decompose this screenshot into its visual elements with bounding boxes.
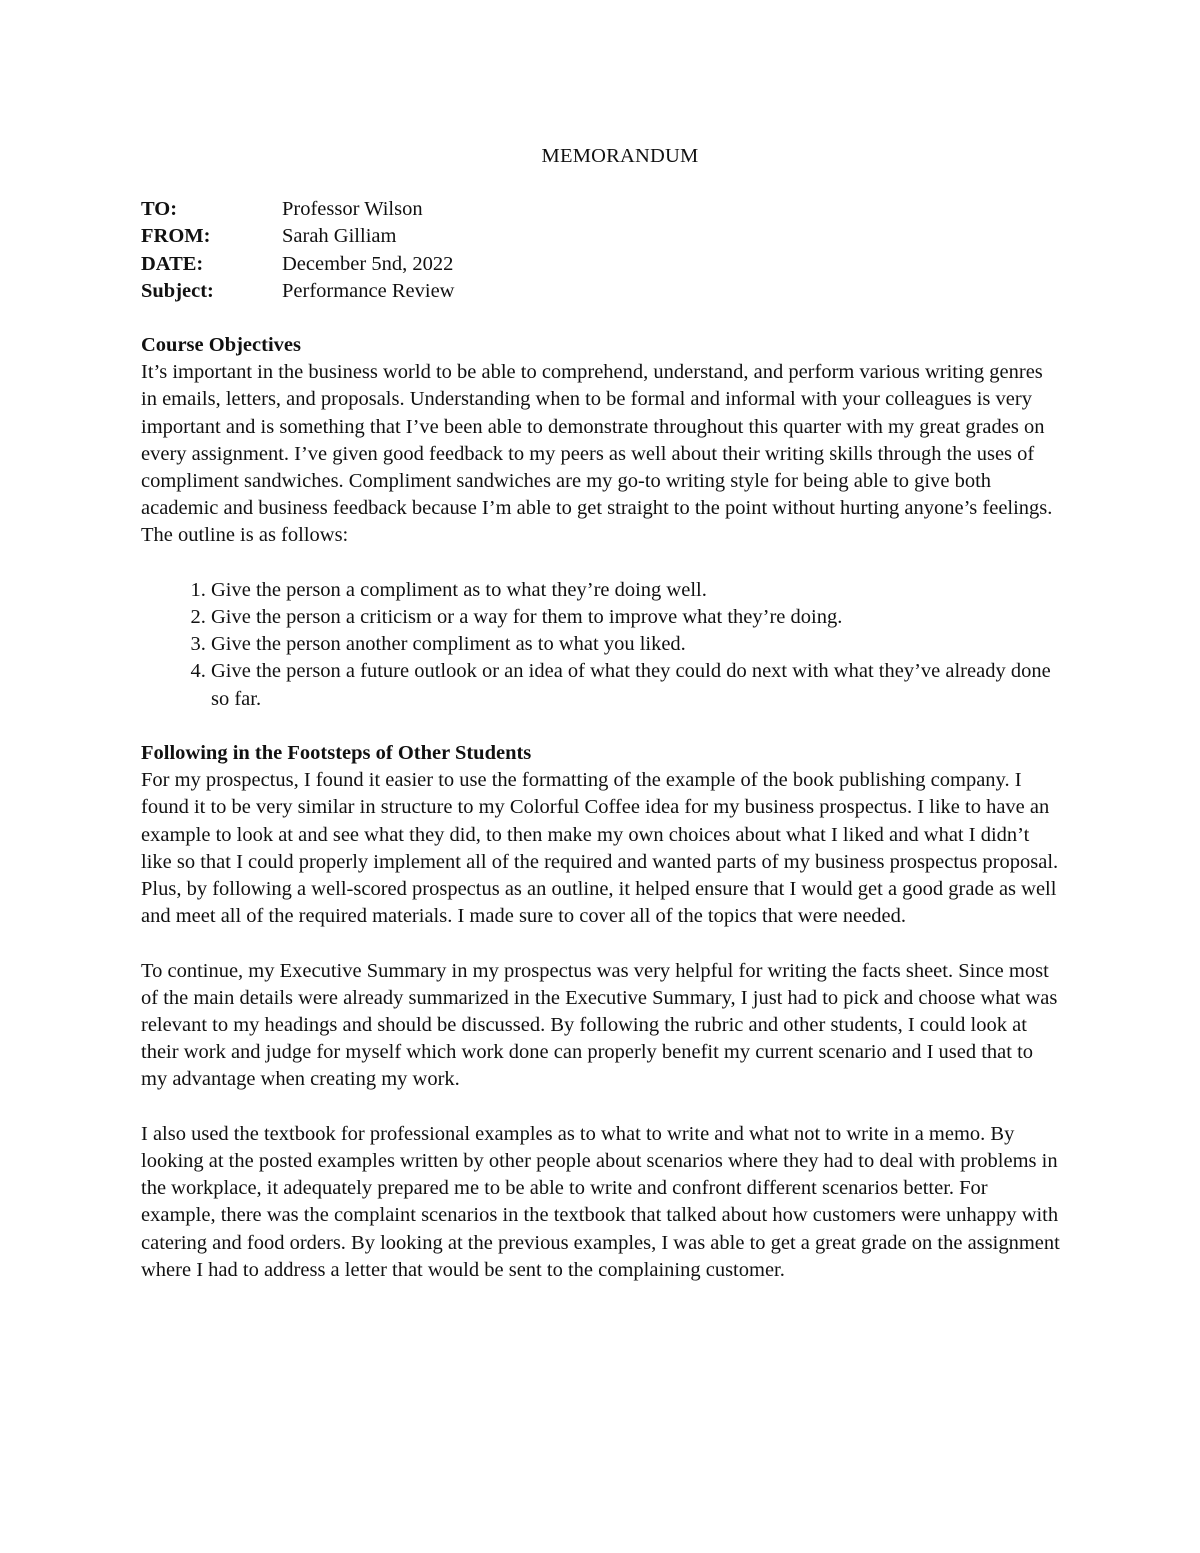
memo-header-row-subject	[141, 278, 454, 305]
memo-header-row-to	[141, 196, 454, 223]
date-value: December 5nd, 2022	[282, 252, 454, 275]
list-item: 1. Give the person a compliment as to what they’re doing well.	[211, 577, 1061, 604]
outline-list	[141, 577, 1061, 713]
section-heading: Following in the Footsteps of Other Students	[141, 742, 532, 765]
paragraph: To continue, my Executive Summary in my prospectus was very helpful for writing the facts sheet. Since most of the main details were already summarized in the Executive Summary, I just had to pick and choose what was relevant to my headings and should be discussed. By following the rubric and other students, I could look at their work and judge for myself which work done can properly benefit my current scenario and I used that to my advantage when creating my work.	[141, 959, 1058, 1091]
date-label: DATE:	[141, 252, 204, 275]
memo-header-row-from	[141, 223, 454, 250]
subject-label: Subject:	[141, 279, 214, 302]
to-value: Professor Wilson	[282, 198, 423, 221]
section-course-objectives	[141, 332, 1061, 713]
from-value: Sarah Gilliam	[282, 225, 397, 248]
list-item: 4. Give the person a future outlook or an idea of what they could do next with what they’ve already done so far.	[211, 658, 1061, 712]
list-item: 3. Give the person another compliment as to what you liked.	[211, 631, 1061, 658]
list-item: 2. Give the person a criticism or a way for them to improve what they’re doing.	[211, 604, 1061, 631]
section-heading: Course Objectives	[141, 334, 301, 357]
paragraph: It’s important in the business world to be able to comprehend, understand, and perform various writing genres in emails, letters, and proposals. Understanding when to be formal and informal with your colleagues is very important and is something that I’ve been able to demonstrate throughout this quarter with my great grades on every assignment. I’ve given good feedback to my peers as well about their writing skills through the uses of compliment sandwiches. Compliment sandwiches are my go-to writing style for being able to give both academic and business feedback because I’m able to get straight to the point without hurting anyone’s feelings. The outline is as follows:	[141, 361, 1053, 547]
paragraph: I also used the textbook for professional examples as to what to write and what not to write in a memo. By looking at the posted examples written by other people about scenarios where they had to deal with problems in the workplace, it adequately prepared me to be able to write and confront different scenarios better. For example, there was the complaint scenarios in the textbook that talked about how customers were unhappy with catering and food orders. By looking at the previous examples, I was able to get a great grade on the assignment where I had to address a letter that would be sent to the complaining customer.	[141, 1122, 1060, 1281]
memo-header	[141, 196, 454, 305]
memo-title: MEMORANDUM	[541, 145, 699, 167]
subject-value: Performance Review	[282, 279, 455, 302]
memo-page	[141, 143, 1061, 1284]
paragraph: For my prospectus, I found it easier to use the formatting of the example of the book publishing company. I found it to be very similar in structure to my Colorful Coffee idea for my business prospectus. I like to have an example to look at and see what they did, to then make my own choices about what I liked and what I didn’t like so that I could properly implement all of the required and wanted parts of my business prospectus proposal. Plus, by following a well-scored prospectus as an outline, it helped ensure that I would get a good grade as well and meet all of the required materials. I made sure to cover all of the topics that were needed.	[141, 769, 1059, 928]
section-footsteps	[141, 740, 1061, 1284]
to-label: TO:	[141, 198, 178, 221]
from-label: FROM:	[141, 225, 211, 248]
memo-header-row-date	[141, 251, 454, 278]
